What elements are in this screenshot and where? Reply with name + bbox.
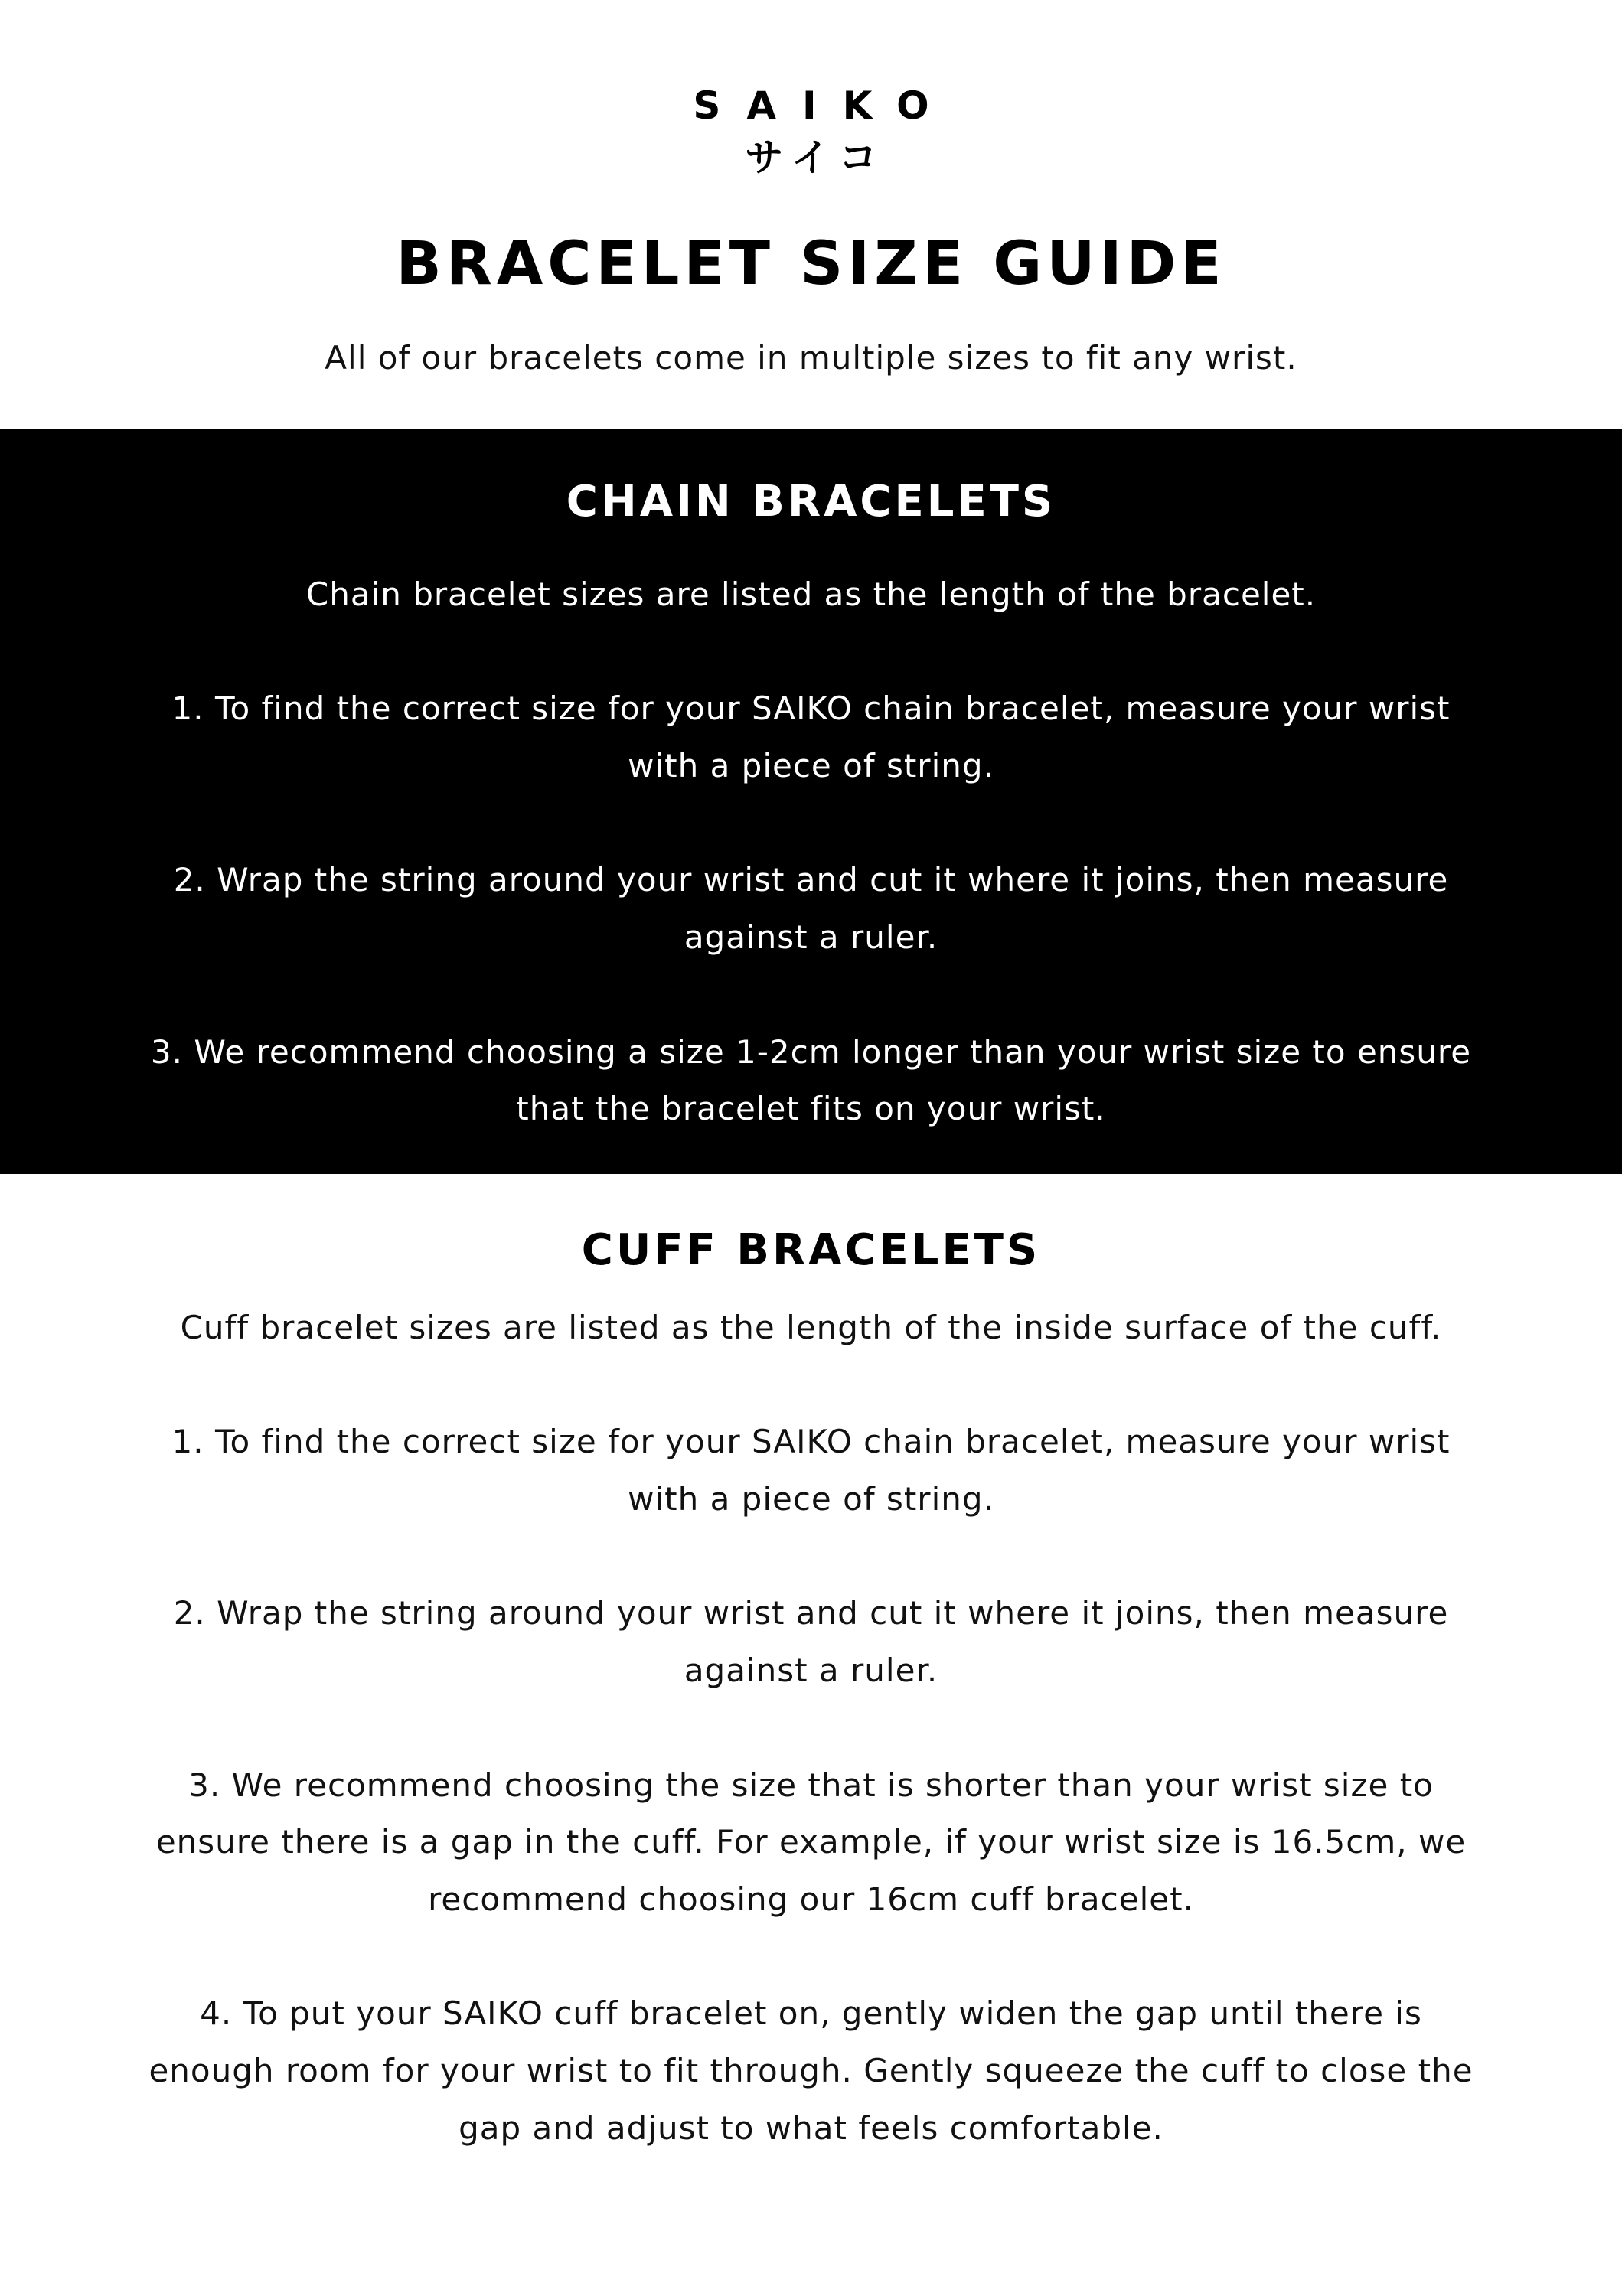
cuff-section-body	[145, 1300, 1477, 2157]
chain-bracelets-section	[0, 429, 1622, 1174]
chain-intro-paragraph: Chain bracelet sizes are listed as the length of the bracelet.	[305, 576, 1317, 613]
chain-step-1: 1. To find the correct size for your SAIKO chain bracelet, measure your wrist with a piece of string.	[171, 690, 1451, 785]
cuff-step-4: 4. To put your SAIKO cuff bracelet on, gently widen the gap until there is enough room for your wrist to fit through. Gently squeeze the cuff to close the gap and adjust to what feels comfortable.	[148, 1994, 1474, 2147]
cuff-section-heading: CUFF BRACELETS	[581, 1225, 1041, 1275]
cuff-step-2: 2. Wrap the string around your wrist and cut it where it joins, then measure against a ruler.	[173, 1594, 1449, 1690]
chain-step-3: 3. We recommend choosing a size 1-2cm longer than your wrist size to ensure that the bracelet fits on your wrist.	[150, 1032, 1472, 1128]
cuff-step-1: 1. To find the correct size for your SAIKO chain bracelet, measure your wrist with a piece of string.	[171, 1423, 1451, 1518]
chain-step-2: 2. Wrap the string around your wrist and cut it where it joins, then measure against a ruler.	[173, 861, 1449, 957]
cuff-intro-paragraph: Cuff bracelet sizes are listed as the length of the inside surface of the cuff.	[180, 1309, 1442, 1346]
brand-logo-jp: サイコ	[745, 135, 888, 180]
chain-section-body	[145, 566, 1477, 1138]
brand-logo-en: SAIKO	[693, 83, 955, 128]
cuff-bracelets-section	[0, 1174, 1622, 2296]
chain-section-heading: CHAIN BRACELETS	[566, 477, 1056, 527]
brand-logo	[0, 83, 1622, 181]
page-title: BRACELET SIZE GUIDE	[396, 230, 1226, 298]
cuff-step-3: 3. We recommend choosing the size that is shorter than your wrist size to ensure there is a gap in the cuff. For example, if your wrist size is 16.5cm, we recommend choosing our 16cm cuff bracelet.	[155, 1766, 1467, 1918]
page-subtitle: All of our bracelets come in multiple sizes to fit any wrist.	[325, 339, 1297, 377]
